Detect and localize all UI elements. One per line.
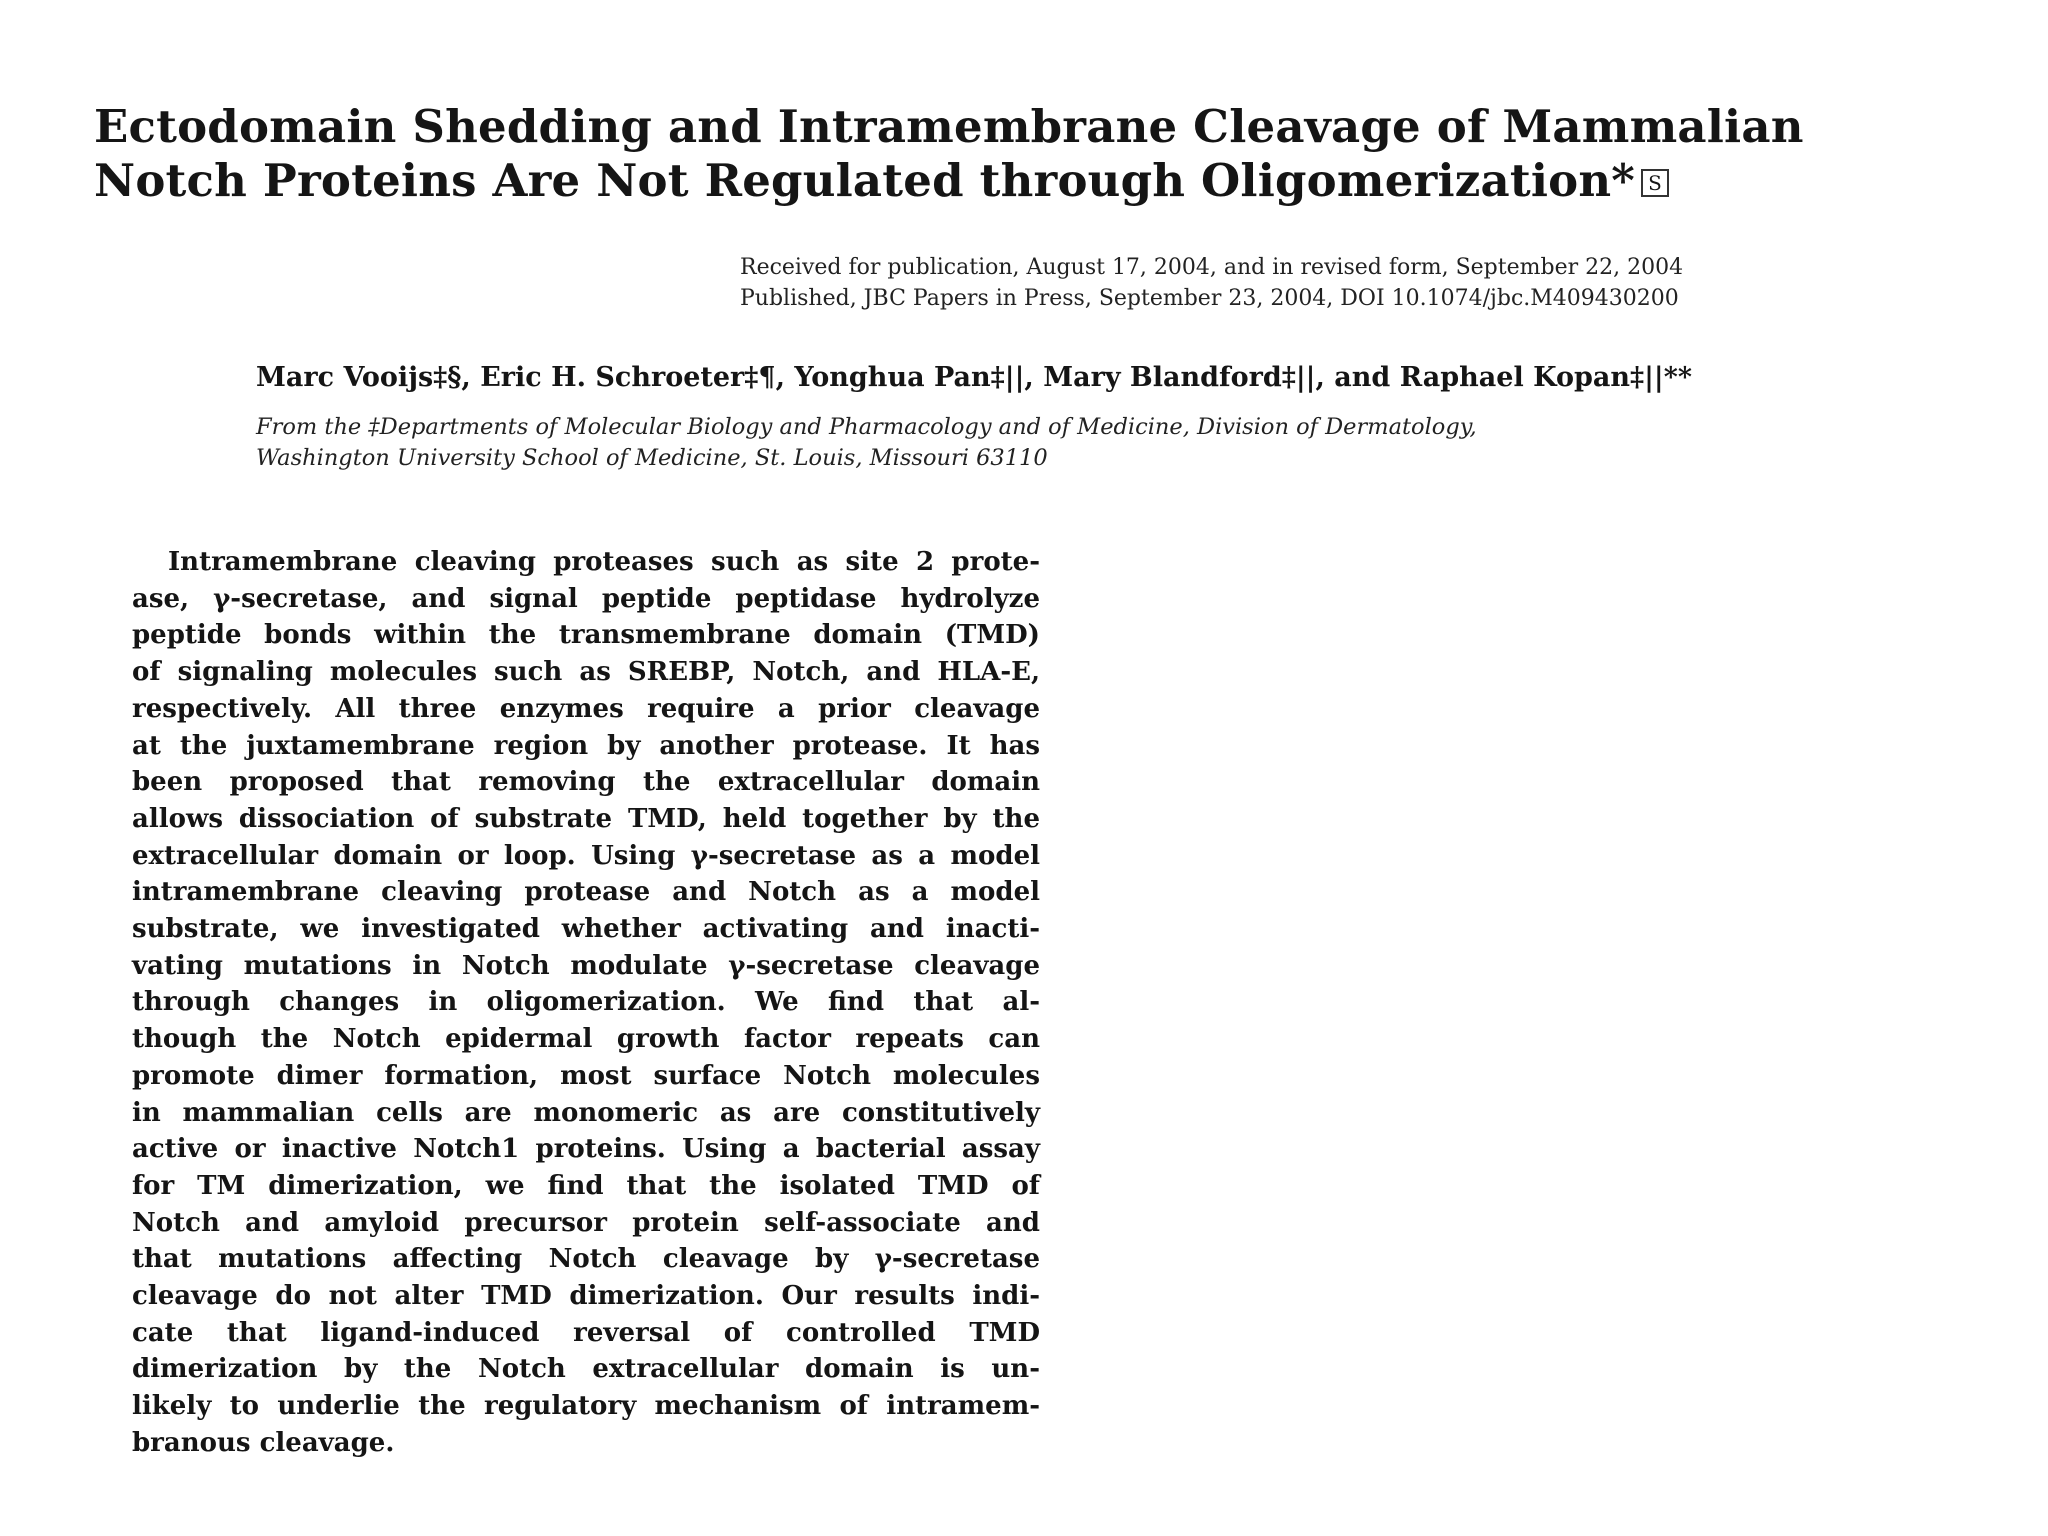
abstract-line: substrate, we investigated whether activating and inacti- — [132, 914, 1040, 945]
supplemental-material-icon[interactable]: S — [1641, 169, 1669, 197]
affiliation — [256, 412, 1656, 474]
abstract-line: extracellular domain or loop. Using γ-secretase as a model — [132, 840, 1040, 871]
abstract-line: been proposed that removing the extracellular domain — [132, 767, 1040, 798]
article-title — [94, 100, 1974, 208]
abstract-line: cleavage do not alter TMD dimerization. Our results indi- — [132, 1281, 1040, 1312]
article-title-line-1: Ectodomain Shedding and Intramembrane Cleavage of Mammalian — [94, 100, 1804, 153]
abstract-line: for TM dimerization, we find that the isolated TMD of — [132, 1170, 1040, 1201]
abstract-line: branous cleavage. — [132, 1427, 395, 1458]
abstract-line: promote dimer formation, most surface Notch molecules — [132, 1060, 1040, 1091]
article-title-line-2-text: Notch Proteins Are Not Regulated through Oligomerization* — [94, 154, 1636, 207]
abstract-line: respectively. All three enzymes require a prior cleavage — [132, 693, 1040, 724]
abstract-line: though the Notch epidermal growth factor repeats can — [132, 1024, 1040, 1055]
abstract-line: that mutations affecting Notch cleavage by γ-secretase — [132, 1244, 1040, 1275]
abstract-line: allows dissociation of substrate TMD, held together by the — [132, 803, 1040, 834]
abstract-line: of signaling molecules such as SREBP, Notch, and HLA-E, — [132, 657, 1040, 688]
abstract-line: Notch and amyloid precursor protein self-associate and — [132, 1207, 1040, 1238]
abstract-line: in mammalian cells are monomeric as are constitutively — [132, 1097, 1040, 1128]
abstract-line: at the juxtamembrane region by another protease. It has — [132, 730, 1040, 761]
abstract-line: vating mutations in Notch modulate γ-secretase cleavage — [132, 950, 1040, 981]
abstract-line: active or inactive Notch1 proteins. Using a bacterial assay — [132, 1134, 1040, 1165]
affiliation-line-2: Washington University School of Medicine, St. Louis, Missouri 63110 — [256, 445, 1048, 471]
abstract-line: intramembrane cleaving protease and Notch as a model — [132, 877, 1040, 908]
author-list: Marc Vooijs‡§, Eric H. Schroeter‡¶, Yonghua Pan‡||, Mary Blandford‡||, and Raphael Kopan‡||** — [256, 362, 1692, 393]
affiliation-line-1: From the ‡Departments of Molecular Biology and Pharmacology and of Medicine, Division of Dermatology, — [256, 414, 1477, 440]
received-date: Received for publication, August 17, 2004, and in revised form, September 22, 2004 — [740, 255, 1684, 280]
abstract-line: Intramembrane cleaving proteases such as site 2 prote- — [168, 547, 1040, 577]
abstract-line: peptide bonds within the transmembrane domain (TMD) — [132, 620, 1040, 651]
article-title-line-2 — [94, 154, 1974, 208]
publication-info — [740, 252, 1820, 314]
abstract-line: dimerization by the Notch extracellular domain is un- — [132, 1354, 1040, 1385]
abstract — [132, 544, 1040, 1462]
abstract-line: likely to underlie the regulatory mechanism of intramem- — [132, 1391, 1040, 1422]
abstract-line: through changes in oligomerization. We find that al- — [132, 987, 1040, 1018]
abstract-line: cate that ligand-induced reversal of controlled TMD — [132, 1317, 1040, 1348]
abstract-line: ase, γ-secretase, and signal peptide peptidase hydrolyze — [132, 583, 1040, 614]
published-info: Published, JBC Papers in Press, September 23, 2004, DOI 10.1074/jbc.M409430200 — [740, 286, 1679, 311]
